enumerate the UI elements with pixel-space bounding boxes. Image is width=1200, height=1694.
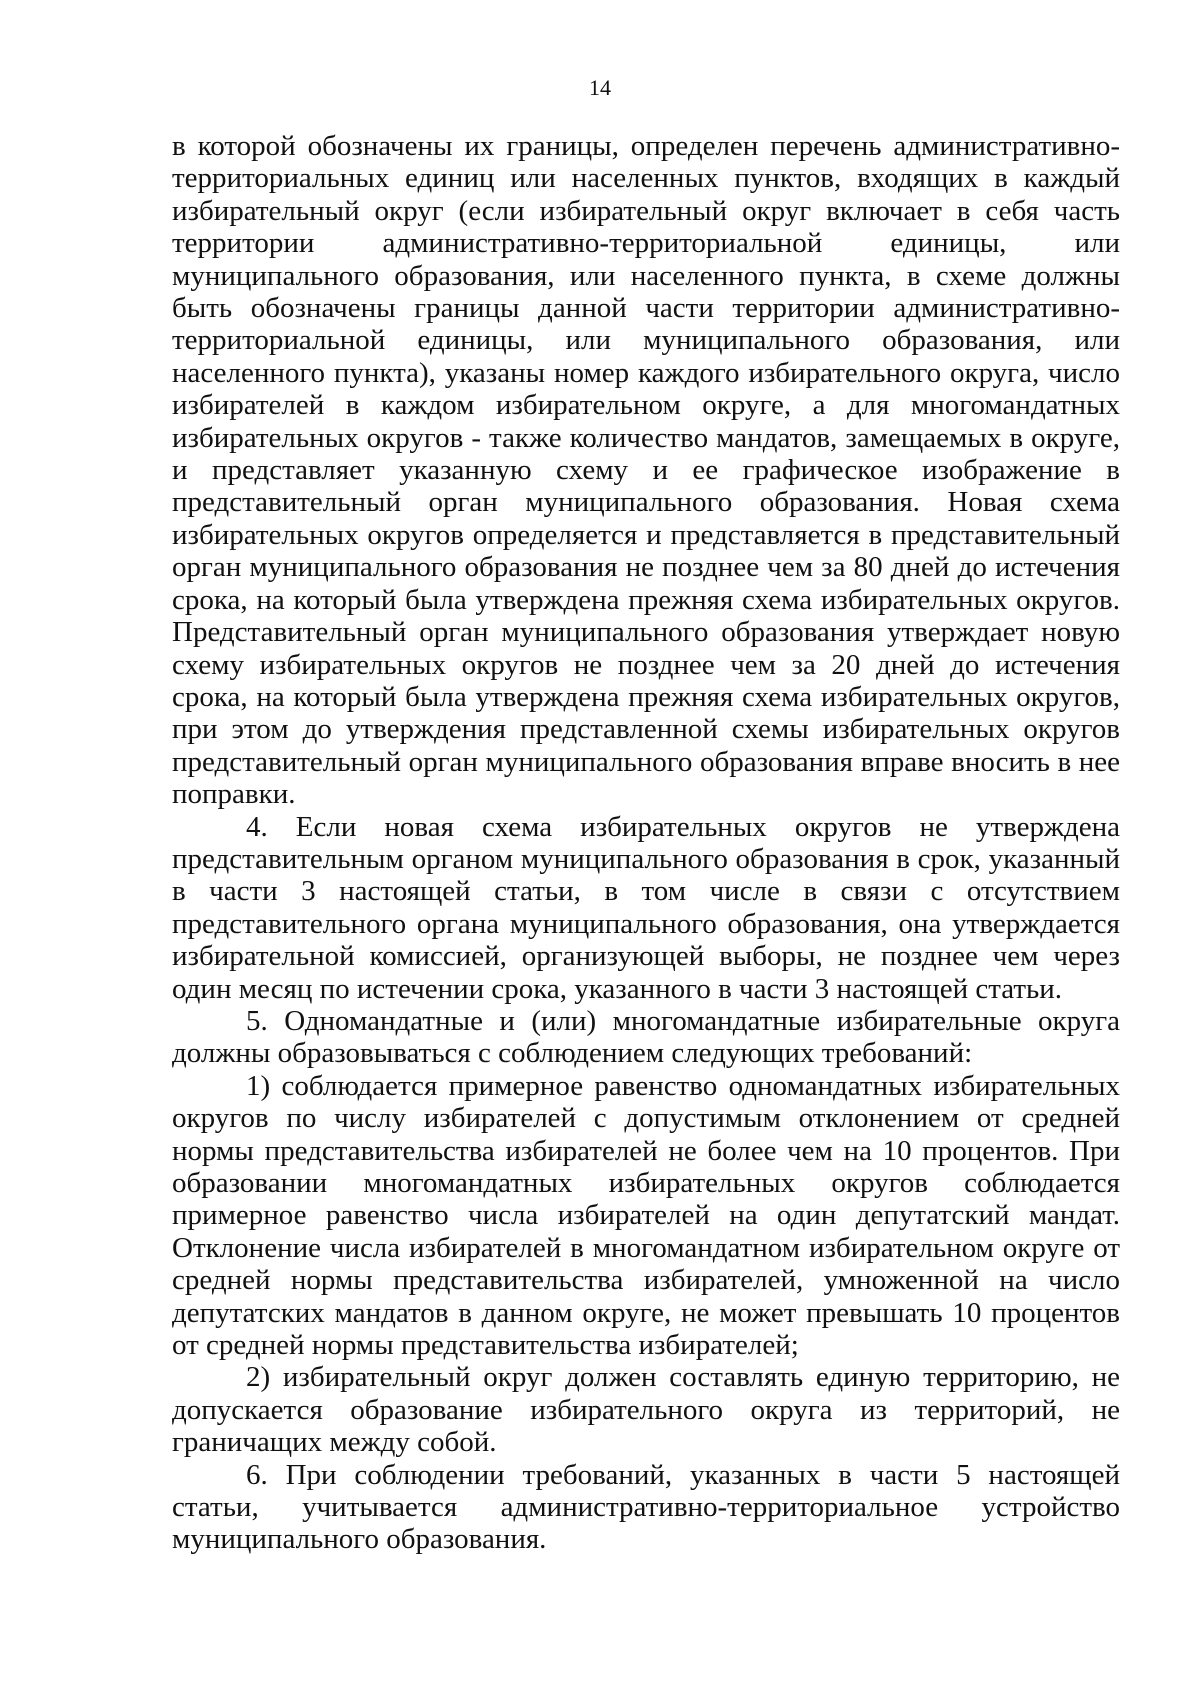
paragraph-part-6: 6. При соблюдении требований, указанных в части 5 настоящей статьи, учитывается административно-территориальное устройство муниципального образования.	[172, 1458, 1120, 1556]
paragraph-part-4: 4. Если новая схема избирательных округов не утверждена представительным органом муниципального образования в срок, указанный в части 3 настоящей статьи, в том числе в связи с отсутствием представительного органа муниципального образования, она утверждается избирательной комиссией, организующей выборы, не позднее чем через один месяц по истечении срока, указанного в части 3 настоящей статьи.	[172, 810, 1120, 1005]
paragraph-item-1: 1) соблюдается примерное равенство одномандатных избирательных округов по числу избирателей с допустимым отклонением от средней нормы представительства избирателей не более чем на 10 процентов. При образовании многомандатных избирательных округов соблюдается примерное равенство числа избирателей на один депутатский мандат. Отклонение числа избирателей в многомандатном избирательном округе от средней нормы представительства избирателей, умноженной на число депутатских мандатов в данном округе, не может превышать 10 процентов от средней нормы представительства избирателей;	[172, 1069, 1120, 1362]
paragraph-part-5: 5. Одномандатные и (или) многомандатные избирательные округа должны образовываться с соблюдением следующих требований:	[172, 1004, 1120, 1070]
paragraph-item-2: 2) избирательный округ должен составлять единую территорию, не допускается образование избирательного округа из территорий, не граничащих между собой.	[172, 1361, 1120, 1459]
page-number: 14	[589, 75, 611, 100]
document-body	[172, 130, 1120, 1556]
paragraph-continuation: в которой обозначены их границы, определен перечень административно-территориальных единиц или населенных пунктов, входящих в каждый избирательный округ (если избирательный округ включает в себя часть территории административно-территориальной единицы, или муниципального образования, или населенного пункта, в схеме должны быть обозначены границы данной части территории административно-территориальной единицы, или муниципального образования, или населенного пункта), указаны номер каждого избирательного округа, число избирателей в каждом избирательном округе, а для многомандатных избирательных округов - также количество мандатов, замещаемых в округе, и представляет указанную схему и ее графическое изображение в представительный орган муниципального образования. Новая схема избирательных округов определяется и представляется в представительный орган муниципального образования не позднее чем за 80 дней до истечения срока, на который была утверждена прежняя схема избирательных округов. Представительный орган муниципального образования утверждает новую схему избирательных округов не позднее чем за 20 дней до истечения срока, на который была утверждена прежняя схема избирательных округов, при этом до утверждения представленной схемы избирательных округов представительный орган муниципального образования вправе вносить в нее поправки.	[172, 130, 1120, 811]
